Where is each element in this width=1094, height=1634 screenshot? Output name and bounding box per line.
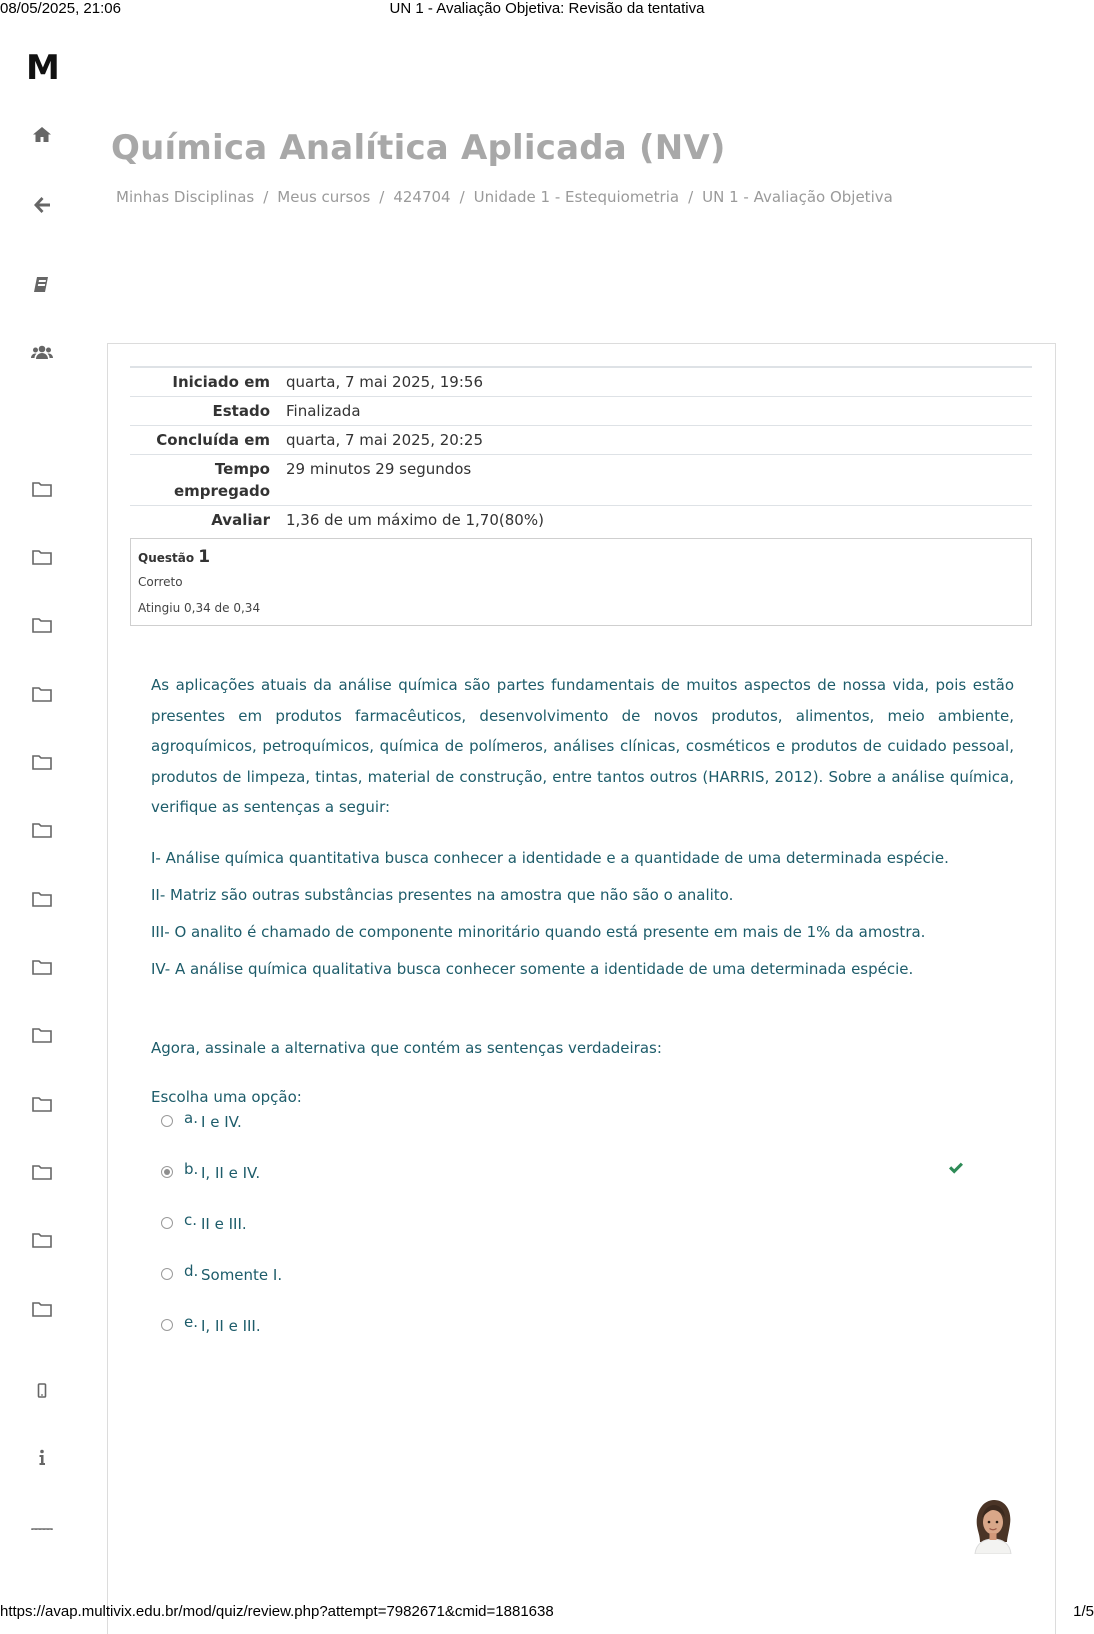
summary-label: Tempo empregado (173, 460, 270, 500)
folder-icon[interactable] (30, 545, 54, 569)
folder-icon[interactable] (30, 682, 54, 706)
summary-value: 29 minutos 29 segundos (286, 460, 472, 478)
breadcrumb-separator: / (688, 188, 694, 206)
print-header (0, 0, 1094, 20)
print-title: UN 1 - Avaliação Objetiva: Revisão da tentativa (389, 0, 705, 17)
info-icon[interactable] (30, 1446, 54, 1470)
question-info-box (130, 538, 1032, 626)
option-text: I, II e IV. (201, 1164, 261, 1182)
folder-icon[interactable] (30, 1297, 54, 1321)
book-icon[interactable] (30, 273, 54, 297)
back-arrow-icon[interactable] (30, 193, 54, 217)
breadcrumb-item[interactable]: Meus cursos (277, 188, 371, 206)
print-page-number: 1/5 (1073, 1603, 1094, 1620)
summary-label: Estado (212, 402, 270, 420)
statement: II- Matriz são outras substâncias presentes na amostra que não são o analito. (151, 886, 734, 904)
folder-icon[interactable] (30, 477, 54, 501)
breadcrumb-item[interactable]: Minhas Disciplinas (116, 188, 255, 206)
summary-label: Avaliar (211, 511, 270, 529)
question-number-value: 1 (198, 547, 211, 567)
option-text: II e III. (201, 1215, 247, 1233)
radio-button[interactable] (161, 1115, 173, 1127)
radio-button[interactable] (161, 1268, 173, 1280)
attempt-summary-table (130, 366, 1032, 534)
option-letter: a. (184, 1109, 198, 1127)
summary-label: Iniciado em (172, 373, 270, 391)
option-text: Somente I. (201, 1266, 283, 1284)
summary-row-state (130, 397, 1032, 426)
summary-row-grade (130, 506, 1032, 535)
print-url: https://avap.multivix.edu.br/mod/quiz/review.php?attempt=7982671&cmid=1881638 (0, 1603, 554, 1620)
mobile-icon[interactable] (30, 1379, 54, 1403)
option-letter: d. (184, 1262, 199, 1280)
folder-icon[interactable] (30, 1092, 54, 1116)
home-icon[interactable] (30, 123, 54, 147)
print-footer (0, 1603, 1094, 1623)
summary-value: 1,36 de um máximo de 1,70(80%) (286, 511, 544, 529)
folder-icon[interactable] (30, 1228, 54, 1252)
quiz-review-panel (107, 343, 1056, 1634)
users-icon[interactable] (30, 340, 54, 364)
question-text (151, 670, 1014, 978)
breadcrumb (116, 188, 893, 206)
statement: I- Análise química quantitativa busca conhecer a identidade e a quantidade de uma determinada espécie. (151, 849, 949, 867)
site-logo[interactable]: M (26, 48, 58, 88)
summary-value: Finalizada (286, 402, 361, 420)
statement: IV- A análise química qualitativa busca conhecer somente a identidade de uma determinada espécie. (151, 960, 914, 978)
breadcrumb-separator: / (459, 188, 465, 206)
summary-row-started (130, 367, 1032, 397)
question-state: Correto (138, 575, 183, 589)
summary-row-time (130, 455, 1032, 506)
choose-option-label: Escolha uma opção: (151, 1088, 302, 1106)
summary-value: quarta, 7 mai 2025, 19:56 (286, 373, 483, 391)
option-text: I e IV. (201, 1113, 242, 1131)
option-letter: e. (184, 1313, 198, 1331)
keyboard-icon[interactable] (30, 1520, 54, 1530)
radio-button[interactable] (161, 1319, 173, 1331)
sidebar (0, 40, 86, 1600)
question-label: Questão (138, 551, 195, 565)
statement: III- O analito é chamado de componente minoritário quando está presente em mais de 1% da amostra. (151, 923, 926, 941)
question-mark: Atingiu 0,34 de 0,34 (138, 601, 261, 615)
page-title: Química Analítica Aplicada (NV) (111, 128, 726, 168)
breadcrumb-item[interactable]: 424704 (393, 188, 451, 206)
folder-icon[interactable] (30, 887, 54, 911)
question-number (138, 547, 210, 567)
radio-button-selected[interactable] (161, 1166, 173, 1178)
folder-icon[interactable] (30, 613, 54, 637)
question-prompt: Agora, assinale a alternativa que contém as sentenças verdadeiras: (151, 1039, 662, 1057)
print-datetime: 08/05/2025, 21:06 (0, 0, 121, 17)
radio-button[interactable] (161, 1217, 173, 1229)
option-letter: b. (184, 1160, 199, 1178)
option-text: I, II e III. (201, 1317, 261, 1335)
correct-check-icon (947, 1159, 965, 1177)
folder-icon[interactable] (30, 955, 54, 979)
breadcrumb-item[interactable]: Unidade 1 - Estequiometria (473, 188, 680, 206)
folder-icon[interactable] (30, 1160, 54, 1184)
summary-row-completed (130, 426, 1032, 455)
breadcrumb-separator: / (379, 188, 385, 206)
question-intro: As aplicações atuais da análise química são partes fundamentais de muitos aspectos de nossa vida, pois estão presentes em produtos farmacêuticos, desenvolvimento de novos produtos, alimentos, meio ambiente, agroquímicos, petroquímicos, química de polímeros, análises clínicas, cosméticos e produtos de cuidado pessoal, produtos de limpeza, tintas, material de construção, entre tantos outros (HARRIS, 2012). Sobre a análise química, verifique as sentenças a seguir: (151, 676, 1014, 816)
folder-icon[interactable] (30, 1023, 54, 1047)
folder-icon[interactable] (30, 750, 54, 774)
folder-icon[interactable] (30, 818, 54, 842)
breadcrumb-item[interactable]: UN 1 - Avaliação Objetiva (702, 188, 893, 206)
summary-label: Concluída em (156, 431, 270, 449)
breadcrumb-separator: / (263, 188, 269, 206)
assistant-avatar[interactable] (971, 1496, 1015, 1554)
summary-value: quarta, 7 mai 2025, 20:25 (286, 431, 483, 449)
option-letter: c. (184, 1211, 198, 1229)
